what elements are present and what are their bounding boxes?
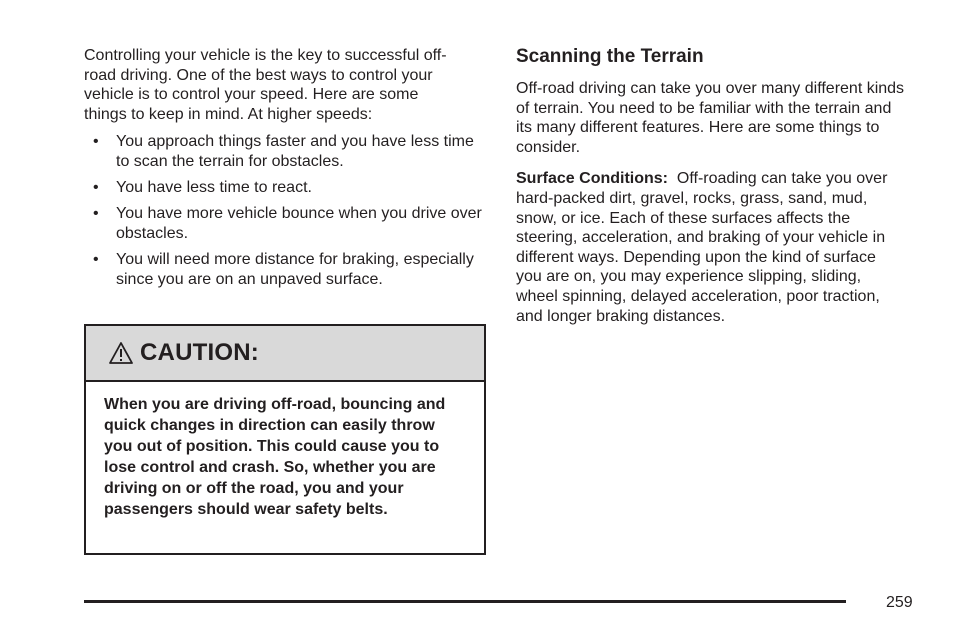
intro-paragraph: Controlling your vehicle is the key to successful off-road driving. One of the best ways to control your vehicle is to control your speed. Here are some things to keep in mind. At higher speeds:: [84, 47, 447, 123]
section-heading: Scanning the Terrain: [516, 46, 704, 67]
page-number: 259: [886, 594, 913, 611]
list-item: [84, 178, 486, 198]
bullet-icon: •: [93, 133, 99, 151]
bullet-text: You approach things faster and you have less time to scan the terrain for obstacles.: [116, 133, 474, 171]
footer-rule: [84, 600, 846, 603]
bullet-icon: •: [93, 179, 99, 197]
bullet-text: You have less time to react.: [116, 179, 312, 197]
surface-conditions-text: Off-roading can take you over hard-packed dirt, gravel, rocks, grass, sand, mud, snow, or ice. Each of these surfaces affects the steering, acceleration, and braking of your vehicle in different ways. Depending upon the kind of surface you are on, you may experience slipping, sliding, wheel spinning, delayed acceleration, poor traction, and longer braking distances.: [516, 170, 888, 325]
bullet-icon: •: [93, 205, 99, 223]
caution-header: [86, 326, 484, 382]
right-column: [516, 46, 908, 326]
warning-triangle-icon: [108, 341, 134, 365]
list-item: [84, 250, 486, 290]
speed-bullet-list: [84, 132, 486, 290]
list-item: [84, 132, 486, 172]
caution-box: [84, 324, 486, 555]
surface-conditions-label: Surface Conditions:: [516, 170, 669, 188]
caution-text: When you are driving off-road, bouncing and quick changes in direction can easily throw you out of position. This could cause you to lose control and crash. So, whether you are driving on or off the road, you and your passengers should wear safety belts.: [104, 396, 446, 518]
caution-title: CAUTION:: [140, 339, 259, 366]
caution-body: [86, 382, 484, 520]
bullet-text: You have more vehicle bounce when you drive over obstacles.: [116, 205, 482, 243]
list-item: [84, 204, 486, 244]
bullet-icon: •: [93, 251, 99, 269]
left-column: [84, 46, 486, 296]
bullet-text: You will need more distance for braking, especially since you are on an unpaved surface.: [116, 251, 474, 289]
surface-conditions-paragraph: [516, 169, 896, 326]
terrain-intro-paragraph: Off-road driving can take you over many different kinds of terrain. You need to be familiar with the terrain and its many different features. Here are some things to consider.: [516, 80, 905, 156]
